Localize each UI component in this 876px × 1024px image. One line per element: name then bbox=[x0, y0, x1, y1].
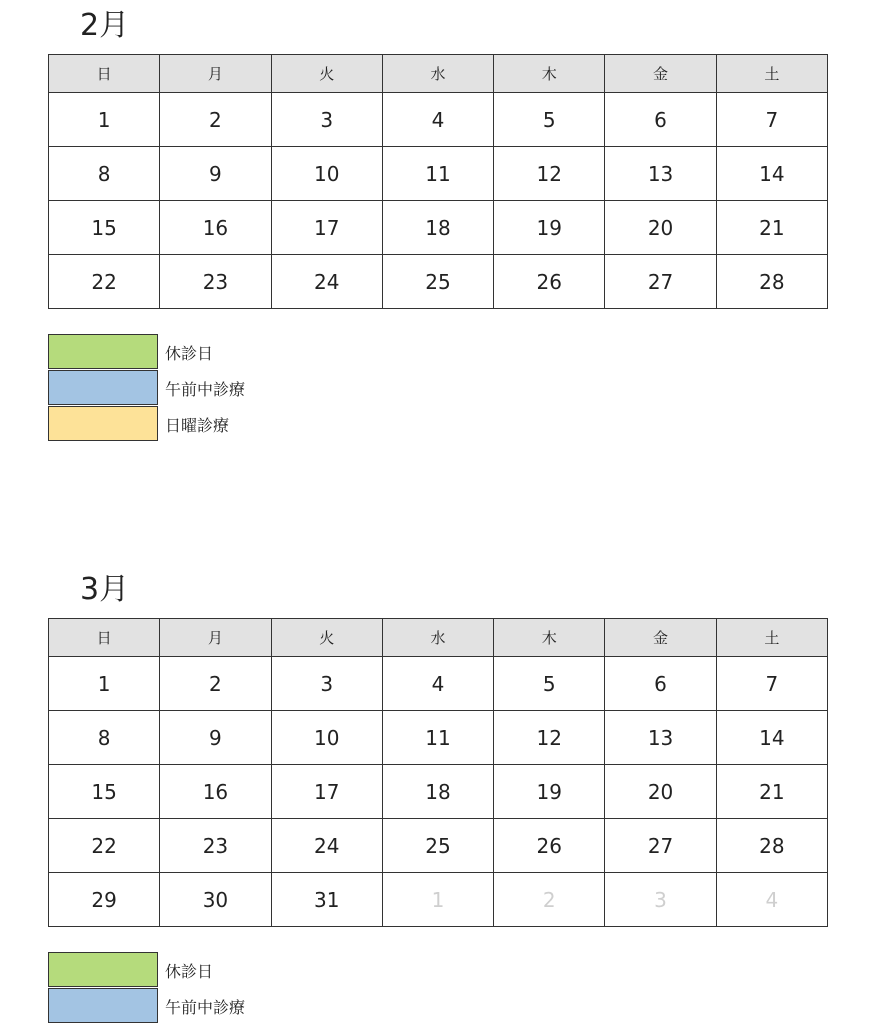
day-cell: 27 bbox=[605, 819, 716, 873]
day-cell: 7 bbox=[716, 657, 827, 711]
day-cell: 22 bbox=[49, 819, 160, 873]
day-cell: 16 bbox=[160, 201, 271, 255]
day-cell: 8 bbox=[49, 147, 160, 201]
day-cell: 23 bbox=[160, 255, 271, 309]
day-cell: 1 bbox=[49, 657, 160, 711]
calendar-body bbox=[49, 93, 828, 309]
legend-swatch bbox=[48, 334, 158, 369]
day-cell: 22 bbox=[49, 255, 160, 309]
weekday-monday: 月 bbox=[160, 55, 271, 93]
weekday-sunday: 日 bbox=[49, 619, 160, 657]
day-cell: 3 bbox=[605, 873, 716, 927]
day-cell: 14 bbox=[716, 147, 827, 201]
weekday-header-row bbox=[49, 619, 828, 657]
day-cell: 18 bbox=[382, 201, 493, 255]
weekday-monday: 月 bbox=[160, 619, 271, 657]
weekday-header-row bbox=[49, 55, 828, 93]
day-cell: 17 bbox=[271, 765, 382, 819]
calendar-table bbox=[48, 618, 828, 927]
weekday-thursday: 木 bbox=[494, 55, 605, 93]
week-row bbox=[49, 711, 828, 765]
legend-label: 休診日 bbox=[165, 962, 214, 981]
day-cell: 19 bbox=[494, 201, 605, 255]
day-cell: 24 bbox=[271, 819, 382, 873]
week-row bbox=[49, 873, 828, 927]
day-cell: 21 bbox=[716, 765, 827, 819]
day-cell: 5 bbox=[494, 657, 605, 711]
month-march bbox=[0, 564, 876, 1024]
day-cell: 28 bbox=[716, 255, 827, 309]
month-title: 2月 bbox=[80, 8, 130, 43]
week-row bbox=[49, 819, 828, 873]
legend-label: 午前中診療 bbox=[165, 998, 246, 1017]
day-cell: 12 bbox=[494, 147, 605, 201]
weekday-friday: 金 bbox=[605, 619, 716, 657]
day-cell: 13 bbox=[605, 711, 716, 765]
day-cell: 20 bbox=[605, 765, 716, 819]
day-cell: 4 bbox=[716, 873, 827, 927]
day-cell: 13 bbox=[605, 147, 716, 201]
day-cell: 11 bbox=[382, 147, 493, 201]
day-cell: 21 bbox=[716, 201, 827, 255]
week-row bbox=[49, 765, 828, 819]
day-cell: 23 bbox=[160, 819, 271, 873]
weekday-saturday: 土 bbox=[716, 55, 827, 93]
day-cell: 15 bbox=[49, 201, 160, 255]
day-cell: 24 bbox=[271, 255, 382, 309]
day-cell: 3 bbox=[271, 93, 382, 147]
week-row bbox=[49, 201, 828, 255]
day-cell: 2 bbox=[494, 873, 605, 927]
day-cell: 30 bbox=[160, 873, 271, 927]
week-row bbox=[49, 93, 828, 147]
day-cell: 26 bbox=[494, 819, 605, 873]
day-cell: 17 bbox=[271, 201, 382, 255]
day-cell: 29 bbox=[49, 873, 160, 927]
day-cell: 19 bbox=[494, 765, 605, 819]
day-cell: 1 bbox=[49, 93, 160, 147]
legend-label: 日曜診療 bbox=[165, 416, 230, 435]
day-cell: 25 bbox=[382, 255, 493, 309]
day-cell: 16 bbox=[160, 765, 271, 819]
month-february bbox=[0, 0, 876, 460]
legend-swatch bbox=[48, 406, 158, 441]
day-cell: 6 bbox=[605, 657, 716, 711]
calendar-table bbox=[48, 54, 828, 309]
legend-label: 午前中診療 bbox=[165, 380, 246, 399]
day-cell: 10 bbox=[271, 147, 382, 201]
weekday-tuesday: 火 bbox=[271, 619, 382, 657]
weekday-sunday: 日 bbox=[49, 55, 160, 93]
weekday-thursday: 木 bbox=[494, 619, 605, 657]
day-cell: 28 bbox=[716, 819, 827, 873]
day-cell: 8 bbox=[49, 711, 160, 765]
legend-swatch bbox=[48, 370, 158, 405]
weekday-wednesday: 水 bbox=[382, 619, 493, 657]
day-cell: 12 bbox=[494, 711, 605, 765]
day-cell: 3 bbox=[271, 657, 382, 711]
day-cell: 4 bbox=[382, 93, 493, 147]
day-cell: 26 bbox=[494, 255, 605, 309]
legend-swatch bbox=[48, 988, 158, 1023]
calendar-body bbox=[49, 657, 828, 927]
day-cell: 14 bbox=[716, 711, 827, 765]
day-cell: 18 bbox=[382, 765, 493, 819]
weekday-tuesday: 火 bbox=[271, 55, 382, 93]
legend-label: 休診日 bbox=[165, 344, 214, 363]
legend-swatch bbox=[48, 952, 158, 987]
day-cell: 11 bbox=[382, 711, 493, 765]
weekday-saturday: 土 bbox=[716, 619, 827, 657]
weekday-wednesday: 水 bbox=[382, 55, 493, 93]
month-title: 3月 bbox=[80, 572, 130, 607]
weekday-friday: 金 bbox=[605, 55, 716, 93]
day-cell: 9 bbox=[160, 711, 271, 765]
day-cell: 2 bbox=[160, 657, 271, 711]
day-cell: 20 bbox=[605, 201, 716, 255]
week-row bbox=[49, 255, 828, 309]
day-cell: 9 bbox=[160, 147, 271, 201]
day-cell: 7 bbox=[716, 93, 827, 147]
day-cell: 15 bbox=[49, 765, 160, 819]
day-cell: 2 bbox=[160, 93, 271, 147]
day-cell: 31 bbox=[271, 873, 382, 927]
day-cell: 1 bbox=[382, 873, 493, 927]
week-row bbox=[49, 147, 828, 201]
day-cell: 5 bbox=[494, 93, 605, 147]
day-cell: 4 bbox=[382, 657, 493, 711]
day-cell: 6 bbox=[605, 93, 716, 147]
week-row bbox=[49, 657, 828, 711]
day-cell: 25 bbox=[382, 819, 493, 873]
day-cell: 10 bbox=[271, 711, 382, 765]
day-cell: 27 bbox=[605, 255, 716, 309]
